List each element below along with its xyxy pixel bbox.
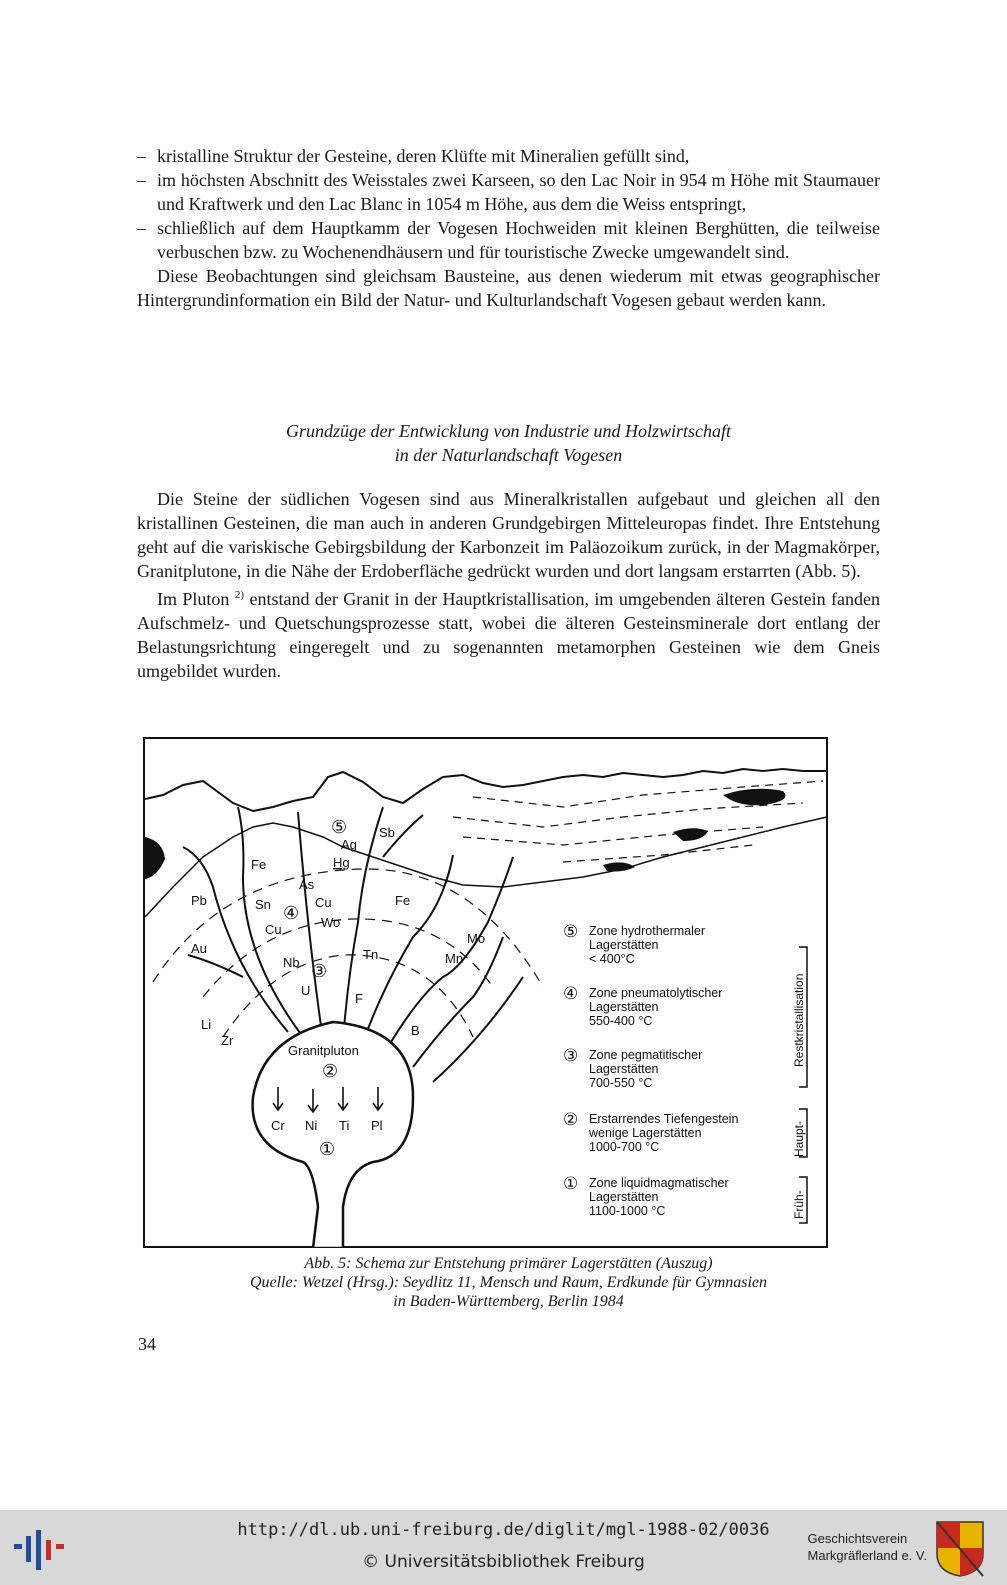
zone-number: ③ [311,961,328,981]
section-heading: Grundzüge der Entwicklung von Industrie und Holzwirtschaft in der Naturlandschaft Vogesen [286,421,731,465]
bracket-label: Restkristallisation [792,973,806,1067]
mineral-label: Tn [363,947,379,962]
svg-text:⑤: ⑤ [563,922,579,941]
svg-text:④: ④ [563,984,579,1003]
bracket-label: Haupt- [792,1120,806,1157]
mineral-label: Zr [221,1033,234,1048]
mineral-label: Sb [379,825,395,840]
deposit-formation-diagram [143,737,828,1248]
zone-number: ① [319,1139,336,1159]
mineral-label: Ag [341,837,357,852]
paragraph: Die Steine der südlichen Vogesen sind aus Mineralkristallen aufgebaut und gleichen all den kristallinen Gesteinen, die man auch in anderen Grundgebirgen Mitteleuropas findet. Ihre Entstehung geht auf die variskische Gebirgsbildung der Karbonzeit im Paläozoikum zurück, in der Magmakörper, Granitplutone, in die Nähe der Erdoberfläche gedrückt wurden und dort langsam erstarrten (Abb. 5). [137,489,880,581]
mineral-label: Wo [321,915,341,930]
svg-text:Zone hydrothermaler: Zone hydrothermaler [589,924,706,938]
mineral-label: Fe [395,893,411,908]
mineral-label: Fe [251,857,267,872]
list-item: – kristalline Struktur der Gesteine, deren Klüfte mit Mineralien gefüllt sind, [137,146,690,166]
svg-text:Lagerstätten: Lagerstätten [589,1000,659,1014]
mineral-label: As [299,877,315,892]
zone-number: ② [322,1061,339,1081]
pluton-label: Granitpluton [288,1043,359,1058]
mineral-label: Ti [339,1118,350,1133]
body-paragraphs [137,487,880,683]
paragraph: Diese Beobachtungen sind gleichsam Bausteine, aus denen wiederum mit etwas geographischer Hintergrundinformation ein Bild der Natur- und Kulturlandschaft Vogesen gebaut werden kann. [137,266,880,310]
svg-text:700-550 °C: 700-550 °C [589,1076,653,1090]
mineral-label: U [301,983,311,998]
document-url[interactable]: http://dl.ub.uni-freiburg.de/diglit/mgl-1988-02/0036 [237,1520,770,1540]
mineral-label: Cu [315,895,332,910]
svg-text:③: ③ [563,1046,579,1065]
mineral-label: Pl [371,1118,383,1133]
mineral-label: B [411,1023,420,1038]
viewer-footer [0,1510,1007,1585]
mineral-label: Mn [445,951,464,966]
mineral-label: Ni [305,1118,318,1133]
figure-caption: Abb. 5: Schema zur Entstehung primärer Lagerstätten (Auszug) Quelle: Wetzel (Hrsg.): Seydlitz 11, Mensch und Raum, Erdkunde für Gymnasien in Baden-Württemberg, Berlin 1984 [249,1255,768,1310]
svg-text:1100-1000 °C: 1100-1000 °C [589,1204,666,1218]
mineral-label: Pb [191,893,207,908]
mineral-label: Li [201,1017,212,1032]
svg-text:Erstarrendes Tiefengestein: Erstarrendes Tiefengestein [589,1112,739,1126]
svg-text:Zone liquidmagmatischer: Zone liquidmagmatischer [589,1176,729,1190]
bullet-list [137,144,880,312]
paragraph: Im Pluton $^{2)}$ entstand der Granit in der Hauptkristallisation, im umgebenden älteren Gestein fanden Aufschmelz- und Quetschungsprozesse statt, wobei die älteren Gesteinsminerale dort entlang der Belastungsrichtung eingeregelt und zu sogenannten metamorphen Gesteinen wie dem Gneis umgebildet wurden. [137,589,881,681]
page-number: 34 [138,1334,156,1354]
coat-of-arms-icon [935,1520,985,1578]
svg-text:1000-700 °C: 1000-700 °C [589,1140,660,1154]
mineral-label: F [355,991,363,1006]
svg-text:< 400°C: < 400°C [589,952,635,966]
organization-name: Geschichtsverein Markgräflerland e. V. [807,1531,927,1563]
mineral-label: Hg [333,855,350,870]
copyright-notice: © Universitätsbibliothek Freiburg [362,1552,645,1572]
svg-text:①: ① [563,1174,579,1193]
zone-number: ⑤ [331,817,348,837]
zone-number: ④ [283,903,300,923]
svg-text:Lagerstätten: Lagerstätten [589,1062,659,1076]
svg-text:Lagerstätten: Lagerstätten [589,938,659,952]
list-item: – schließlich auf dem Hauptkamm der Vogesen Hochweiden mit kleinen Berghütten, die teilweise verbuschen bzw. zu Wochenendhäusern und für touristische Zwecke umgewandelt sind. [137,218,880,262]
mineral-label: Cr [271,1118,285,1133]
list-item: – im höchsten Abschnitt des Weisstales zwei Karseen, so den Lac Noir in 954 m Höhe mit Staumauer und Kraftwerk und den Lac Blanc in 1054 m Höhe, aus dem die Weiss entspringt, [137,170,880,214]
mineral-label: Mo [467,931,486,946]
mineral-label: Cu [265,922,282,937]
footnote-mark: 2) [234,589,245,601]
mineral-label: Nb [283,955,300,970]
svg-text:②: ② [563,1110,579,1129]
svg-text:wenige Lagerstätten: wenige Lagerstätten [589,1126,702,1140]
bracket-label: Früh- [792,1190,806,1219]
mineral-label: Au [191,941,207,956]
svg-text:Zone pegmatitischer: Zone pegmatitischer [589,1048,703,1062]
svg-text:Lagerstätten: Lagerstätten [589,1190,659,1204]
svg-text:Zone pneumatolytischer: Zone pneumatolytischer [589,986,723,1000]
svg-text:550-400 °C: 550-400 °C [589,1014,653,1028]
mineral-label: Sn [255,897,271,912]
